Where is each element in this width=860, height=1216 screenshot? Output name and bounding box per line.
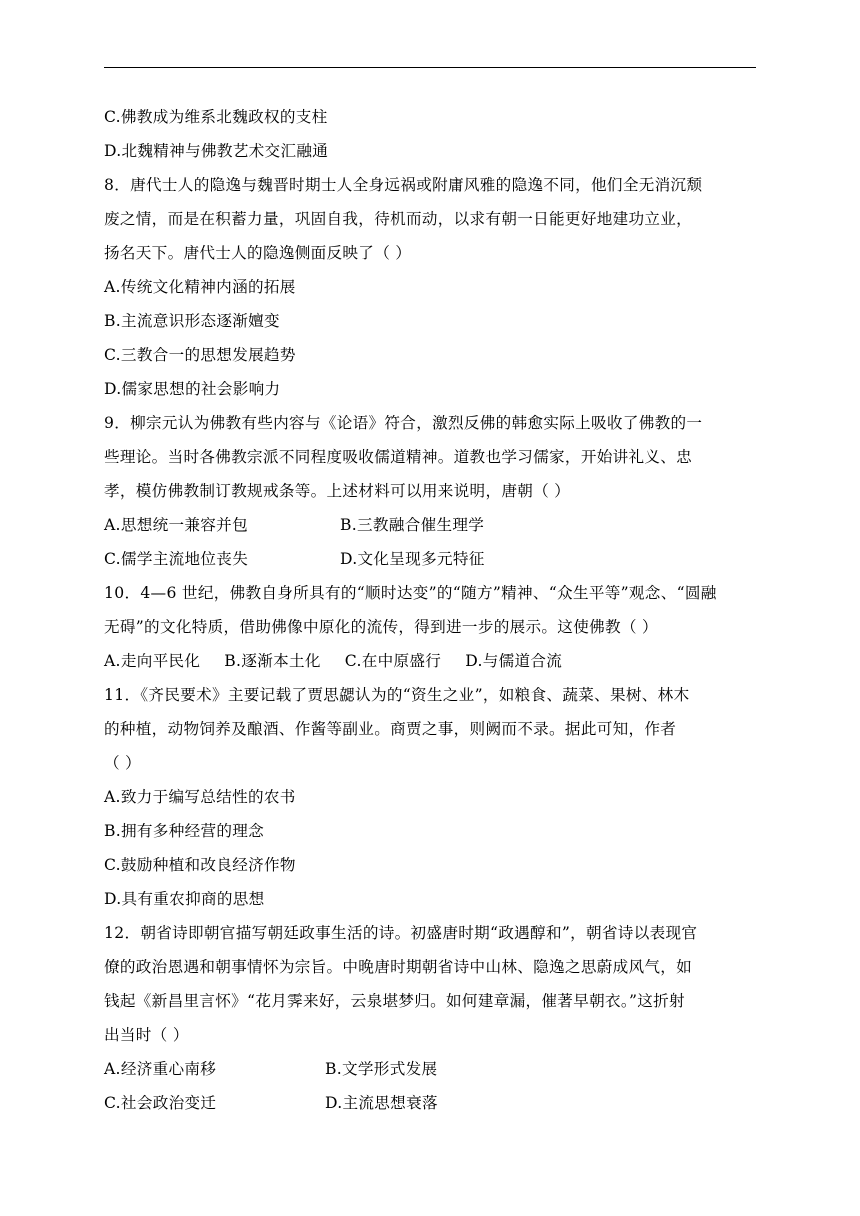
question-stem-line: 无碍”的文化特质，借助佛像中原化的流传，得到进一步的展示。这使佛教（ ） [104,618,658,636]
option-row [104,644,760,678]
question-stem-line: 的种植，动物饲养及酿酒、作酱等副业。商贾之事，则阙而不录。据此可知，作者 [104,720,677,738]
question-stem-line: （ ） [104,754,142,772]
option-a: A.走向平民化 [104,652,201,670]
header-rule [104,67,756,68]
question-8 [104,168,760,406]
option-c: C.三教合一的思想发展趋势 [104,346,296,364]
question-stem-line: 孝，模仿佛教制订教规戒条等。上述材料可以用来说明，唐朝（ ） [104,482,571,500]
option-b: B.逐渐本土化 [224,652,321,670]
option-a: A.经济重心南移 [104,1060,217,1078]
question-stem-line: 扬名天下。唐代士人的隐逸侧面反映了（ ） [104,244,412,262]
option-c: C.社会政治变迁 [104,1094,217,1112]
question-10 [104,576,760,678]
question-stem-line: 12．朝省诗即朝官描写朝廷政事生活的诗。初盛唐时期“政遇醇和”，朝省诗以表现官 [104,924,698,942]
option-b: B.文学形式发展 [325,1060,438,1078]
question-stem-line: 10．4—6 世纪，佛教自身所具有的“顺时达变”的“随方”精神、“众生平等”观念、“圆融 [104,584,717,602]
option-a: A.传统文化精神内涵的拓展 [104,278,296,296]
option-d: D.主流思想衰落 [325,1094,438,1112]
question-stem-line: 出当时（ ） [104,1026,189,1044]
option-d: D.文化呈现多元特征 [340,550,485,568]
question-content [104,100,760,1120]
option-c: C.鼓励种植和改良经济作物 [104,856,296,874]
option-d: D.儒家思想的社会影响力 [104,380,281,398]
question-stem-line: 9．柳宗元认为佛教有些内容与《论语》符合，激烈反佛的韩愈实际上吸收了佛教的一 [104,414,703,432]
option-row [104,1052,760,1086]
option-row [104,542,760,576]
option-d: D.具有重农抑商的思想 [104,890,265,908]
question-stem-line: 废之情，而是在积蓄力量，巩固自我，待机而动，以求有朝一日能更好地建功立业， [104,210,693,228]
option-b: B.主流意识形态逐渐嬗变 [104,312,280,330]
question-stem-line: 些理论。当时各佛教宗派不同程度吸收儒道精神。道教也学习儒家，开始讲礼义、忠 [104,448,693,466]
question-stem-line: 僚的政治恩遇和朝事情怀为宗旨。中晚唐时期朝省诗中山林、隐逸之思蔚成风气，如 [104,958,693,976]
question-stem-line: 11．《齐民要术》主要记载了贾思勰认为的“资生之业”，如粮食、蔬菜、果树、林木 [104,686,690,704]
option-b: B.拥有多种经营的理念 [104,822,265,840]
question-11 [104,678,760,916]
option-d: D.与儒道合流 [465,652,563,670]
option-row [104,508,760,542]
option-c: C.儒学主流地位丧失 [104,550,249,568]
option-row [104,1086,760,1120]
option-b: B.三教融合催生理学 [340,516,485,534]
question-12 [104,916,760,1120]
question-stem-line: 8．唐代士人的隐逸与魏晋时期士人全身远祸或附庸风雅的隐逸不同，他们全无消沉颓 [104,176,703,194]
option-c: C.佛教成为维系北魏政权的支柱 [104,108,328,126]
option-d: D.北魏精神与佛教艺术交汇融通 [104,142,329,160]
option-a: A.致力于编写总结性的农书 [104,788,296,806]
option-a: A.思想统一兼容并包 [104,516,248,534]
question-stem-line: 钱起《新昌里言怀》“花月霁来好，云泉堪梦归。如何建章漏，催著早朝衣。”这折射 [104,992,685,1010]
option-c: C.在中原盛行 [344,652,442,670]
question-9 [104,406,760,576]
